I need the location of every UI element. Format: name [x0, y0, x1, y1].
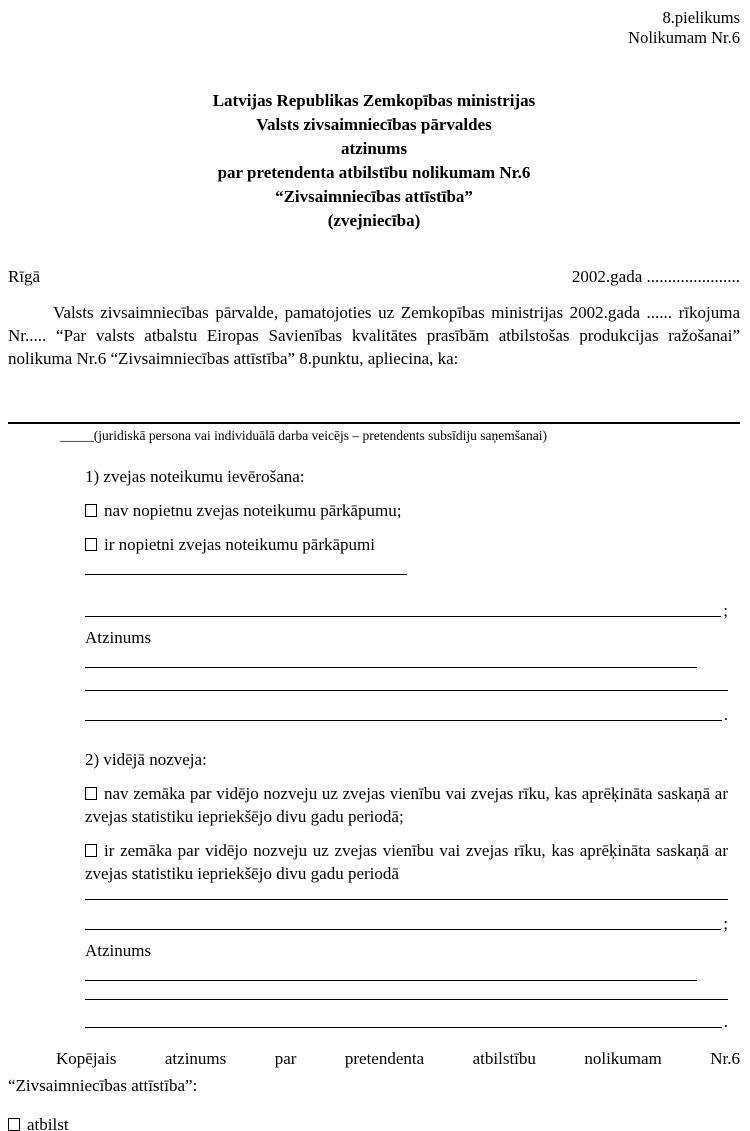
title-line: (zvejniecība)	[327, 211, 421, 230]
option-label: ir nopietni zvejas noteikumu pārkāpumi	[104, 535, 375, 554]
section-1-heading: 1) zvejas noteikumu ievērošana:	[85, 467, 305, 486]
line-punctuation: .	[723, 1012, 728, 1031]
checkbox-icon[interactable]	[85, 844, 97, 857]
title-line: Latvijas Republikas Zemkopības ministrijas	[212, 91, 536, 110]
document-title	[8, 89, 740, 233]
checkbox-icon[interactable]	[85, 787, 97, 800]
summary-line: “Zivsaimniecības attīstība”:	[8, 1076, 198, 1095]
checkbox-icon[interactable]	[8, 1118, 20, 1131]
option-row	[85, 782, 728, 828]
blank-line[interactable]	[85, 929, 721, 930]
option-label: nav zemāka par vidējo nozveju uz zvejas vienību vai zvejas rīku, kas aprēķināta saskaņā ar zvejas statistiku iepriekšējo divu gadu periodā;	[85, 784, 728, 826]
blank-line[interactable]	[85, 690, 728, 691]
date-label: 2002.gada ......................	[571, 267, 740, 286]
regulation-number: Nolikumam Nr.6	[628, 28, 740, 47]
annex-reference	[8, 8, 740, 48]
subject-caption: _____(juridiskā persona vai individuālā darba veicējs – pretendents subsīdiju saņemšanai)	[60, 428, 547, 443]
option-label: ir zemāka par vidējo nozveju uz zvejas vienību vai zvejas rīku, kas aprēķināta saskaņā ar zvejas statistiku iepriekšējo divu gadu periodā	[85, 841, 728, 883]
atzinums-label: Atzinums	[85, 941, 152, 960]
blank-line[interactable]	[85, 999, 728, 1000]
title-line: par pretendenta atbilstību nolikumam Nr.6	[217, 163, 531, 182]
checkbox-icon[interactable]	[85, 538, 97, 551]
title-line: “Zivsaimniecības attīstība”	[275, 187, 473, 206]
blank-line-row	[85, 599, 728, 622]
option-row	[85, 499, 728, 522]
line-punctuation: ;	[723, 601, 728, 620]
option-row	[8, 1113, 740, 1131]
line-punctuation: .	[723, 705, 728, 724]
option-row	[85, 839, 728, 885]
checkbox-icon[interactable]	[85, 504, 97, 517]
intro-paragraph: Valsts zivsaimniecības pārvalde, pamatojoties uz Zemkopības ministrijas 2002.gada ...... rīkojuma Nr..... “Par valsts atbalstu Eiropas Savienības kvalitātes prasībām atbilstošas produkcijas ražošanai” nolikuma Nr.6 “Zivsaimniecības attīstība” 8.punktu, apliecina, ka:	[8, 303, 740, 368]
blank-line[interactable]	[85, 899, 728, 900]
blank-line[interactable]	[85, 667, 697, 668]
title-line: atzinums	[340, 139, 408, 158]
blank-line-row	[85, 912, 728, 935]
blank-line-row	[85, 703, 728, 726]
title-line: Valsts zivsaimniecības pārvaldes	[256, 115, 492, 134]
blank-line-row	[85, 1010, 728, 1033]
option-row	[85, 533, 728, 556]
option-label: nav nopietnu zvejas noteikumu pārkāpumu;	[104, 501, 402, 520]
section-1	[85, 465, 728, 726]
blank-line[interactable]	[85, 1027, 722, 1028]
dateline	[8, 265, 740, 288]
line-punctuation: ;	[723, 914, 728, 933]
blank-line[interactable]	[85, 720, 722, 721]
option-label: atbilst	[27, 1115, 69, 1131]
section-2-heading: 2) vidējā nozveja:	[85, 750, 207, 769]
blank-line[interactable]	[85, 616, 721, 617]
summary-block	[8, 1047, 740, 1131]
blank-line[interactable]	[85, 980, 697, 981]
subject-writing-line[interactable]	[8, 422, 740, 424]
place-label: Rīgā	[8, 267, 41, 286]
summary-line: Kopējais atzinums par pretendenta atbilstību nolikumam Nr.6	[56, 1049, 740, 1068]
blank-line[interactable]	[85, 574, 407, 575]
annex-number: 8.pielikums	[662, 8, 740, 27]
section-2	[85, 748, 728, 1033]
atzinums-label: Atzinums	[85, 628, 152, 647]
